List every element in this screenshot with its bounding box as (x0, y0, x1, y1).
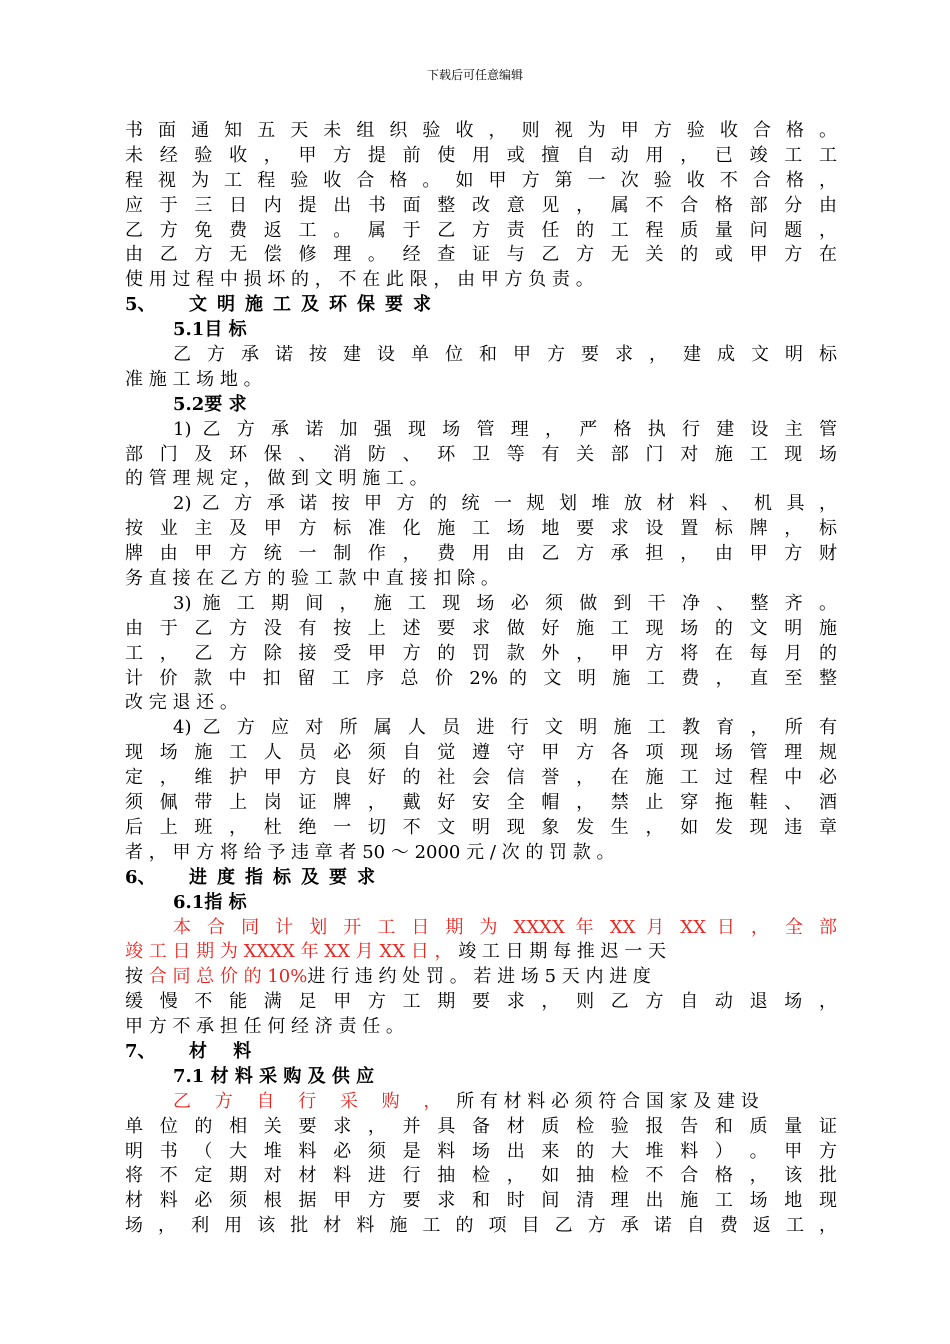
highlighted-text: 合 同 总 价 的 10% (148, 966, 308, 988)
document-body (125, 119, 837, 1239)
paragraph-line: 后 上 班 ， 杜 绝 一 切 不 文 明 现 象 发 生 ， 如 发 现 违 章 (125, 816, 837, 838)
paragraph-line: 按 业 主 及 甲 方 标 准 化 施 工 场 地 要 求 设 置 标 牌 ， 标 (125, 518, 837, 540)
highlighted-line: 本 合 同 计 划 开 工 日 期 为 XXXX 年 XX 月 XX 日 ， 全 部 (173, 916, 837, 938)
paragraph-line: 程 视 为 工 程 验 收 合 格 。 如 甲 方 第 一 次 验 收 不 合 格 ， (125, 169, 837, 191)
paragraph-line: 应 于 三 日 内 提 出 书 面 整 改 意 见 ， 属 不 合 格 部 分 由 (125, 194, 837, 216)
paragraph-line: 定 ， 维 护 甲 方 良 好 的 社 会 信 誉 ， 在 施 工 过 程 中 必 (125, 767, 837, 789)
paragraph-line: 工 ， 乙 方 除 接 受 甲 方 的 罚 款 外 ， 甲 方 将 在 每 月 的 (125, 642, 837, 664)
section-title: 材 料 (189, 1040, 262, 1062)
list-item-1: 1) 乙 方 承 诺 加 强 现 场 管 理 ， 严 格 执 行 建 设 主 管 (173, 418, 837, 440)
paragraph-line (125, 940, 837, 965)
paragraph-line: 材 料 必 须 根 据 甲 方 要 求 和 时 间 清 理 出 施 工 场 地 现 (125, 1190, 837, 1212)
paragraph-line: 场 ， 利 用 该 批 材 料 施 工 的 项 目 乙 方 承 诺 自 费 返 工 ， (125, 1215, 837, 1237)
subsection-heading-5-1: 5.1目 标 (173, 319, 247, 341)
paragraph-line: 现 场 施 工 人 员 必 须 自 觉 遵 守 甲 方 各 项 现 场 管 理 规 (125, 742, 837, 764)
paragraph-line: 部 门 及 环 保 、 消 防 、 环 卫 等 有 关 部 门 对 施 工 现 场 (125, 443, 837, 465)
section-number: 7、 (125, 1040, 156, 1062)
highlighted-text: 竣 工 日 期 为 XXXX 年 XX 月 XX 日 ， (125, 941, 453, 963)
section-heading-6 (125, 866, 837, 891)
paragraph-line: 务 直 接 在 乙 方 的 验 工 款 中 直 接 扣 除 。 (125, 568, 499, 590)
paragraph-line: 使 用 过 程 中 损 坏 的 ， 不 在 此 限 ， 由 甲 方 负 责 。 (125, 269, 594, 291)
subsection-heading-6-1: 6.1指 标 (173, 891, 247, 913)
paragraph-line: 准 施 工 场 地 。 (125, 368, 262, 390)
plain-text: 进 行 违 约 处 罚 。 若 进 场 5 天 内 进 度 (307, 966, 651, 988)
paragraph-line: 将 不 定 期 对 材 料 进 行 抽 检 ， 如 抽 检 不 合 格 ， 该 批 (125, 1165, 837, 1187)
list-item-4: 4) 乙 方 应 对 所 属 人 员 进 行 文 明 施 工 教 育 ， 所 有 (173, 717, 837, 739)
section-number: 5、 (125, 294, 156, 316)
plain-text: 所 有 材 料 必 须 符 合 国 家 及 建 设 (456, 1090, 759, 1112)
list-item-2: 2) 乙 方 承 诺 按 甲 方 的 统 一 规 划 堆 放 材 料 、 机 具 ， (173, 493, 837, 515)
paragraph-line: 明 书 （ 大 堆 料 必 须 是 料 场 出 来 的 大 堆 料 ） 。 甲 方 (125, 1140, 837, 1162)
paragraph-line: 乙 方 承 诺 按 建 设 单 位 和 甲 方 要 求 ， 建 成 文 明 标 (173, 344, 837, 366)
paragraph-line: 甲 方 不 承 担 任 何 经 济 责 任 。 (125, 1016, 404, 1038)
list-item-3: 3) 施 工 期 间 ， 施 工 现 场 必 须 做 到 干 净 、 整 齐 。 (173, 592, 837, 614)
paragraph-line: 计 价 款 中 扣 留 工 序 总 价 2% 的 文 明 施 工 费 ， 直 至 整 (125, 667, 837, 689)
paragraph-line: 由 乙 方 无 偿 修 理 。 经 查 证 与 乙 方 无 关 的 或 甲 方 在 (125, 244, 837, 266)
paragraph-line: 书 面 通 知 五 天 未 组 织 验 收 ， 则 视 为 甲 方 验 收 合 格 。 (125, 120, 837, 141)
paragraph-line: 未 经 验 收 ， 甲 方 提 前 使 用 或 擅 自 动 用 ， 已 竣 工 工 (125, 144, 837, 166)
section-heading-7 (125, 1040, 837, 1065)
paragraph-line: 缓 慢 不 能 满 足 甲 方 工 期 要 求 ， 则 乙 方 自 动 退 场 ， (125, 991, 837, 1013)
section-title: 进度指标及要求 (189, 866, 385, 888)
paragraph-line: 牌 由 甲 方 统 一 制 作 ， 费 用 由 乙 方 承 担 ， 由 甲 方 财 (125, 543, 837, 565)
section-title: 文明施工及环保要求 (189, 294, 441, 316)
section-heading-5 (125, 293, 837, 318)
subsection-heading-7-1: 7.1 材 料 采 购 及 供 应 (173, 1065, 375, 1087)
page-header: 下载后可任意编辑 (426, 68, 523, 82)
paragraph-line: 者 ， 甲 方 将 给 予 违 章 者 50 ～ 2000 元 / 次 的 罚 款 。 (125, 841, 615, 863)
paragraph-line: 由 于 乙 方 没 有 按 上 述 要 求 做 好 施 工 现 场 的 文 明 施 (125, 617, 837, 639)
paragraph-line: 乙 方 免 费 返 工 。 属 于 乙 方 责 任 的 工 程 质 量 问 题 ， (125, 219, 837, 241)
paragraph-line: 改 完 退 还 。 (125, 692, 238, 714)
paragraph-line: 须 佩 带 上 岗 证 牌 ， 戴 好 安 全 帽 ， 禁 止 穿 拖 鞋 、 酒 (125, 792, 837, 814)
section-number: 6、 (125, 866, 156, 888)
paragraph-line: 单 位 的 相 关 要 求 ， 并 具 备 材 质 检 验 报 告 和 质 量 证 (125, 1115, 837, 1137)
paragraph-line: 的 管 理 规 定 ， 做 到 文 明 施 工 。 (125, 468, 428, 490)
highlighted-text: 乙 方 自 行 采 购 ， (173, 1090, 451, 1112)
plain-text: 按 (125, 966, 143, 988)
paragraph-line (125, 1090, 837, 1115)
plain-text: 竣 工 日 期 每 推 迟 一 天 (458, 941, 666, 963)
subsection-heading-5-2: 5.2要 求 (173, 393, 247, 415)
paragraph-line (125, 965, 837, 990)
